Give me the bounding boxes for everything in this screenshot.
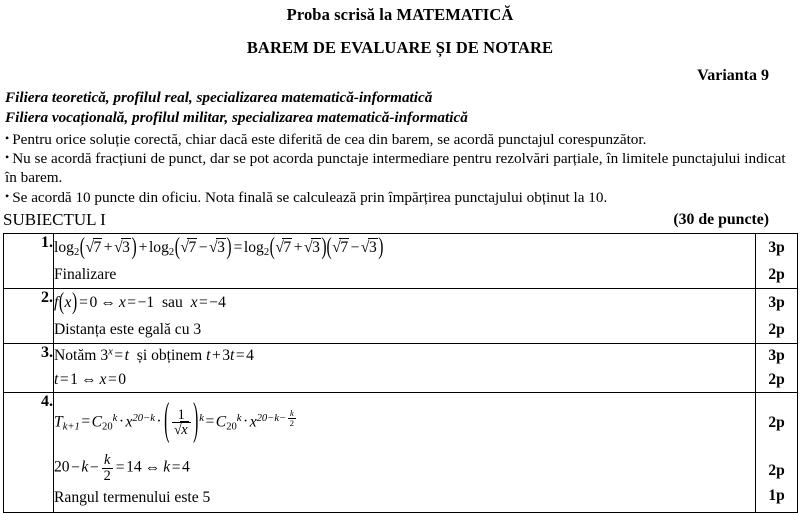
row-points xyxy=(756,344,798,393)
solution-line xyxy=(54,289,755,316)
subject-points: (30 de puncte) xyxy=(673,211,769,229)
solution-line xyxy=(54,316,755,343)
points-value: 1p xyxy=(768,487,785,505)
math-expression: 20−k− $\frac{k}{2}$ =14 ⇔ k=4 xyxy=(54,452,190,484)
row-number: 4. xyxy=(4,393,54,513)
note-item xyxy=(5,130,800,149)
solution-text: Finalizare xyxy=(54,265,117,283)
bullet-icon: • xyxy=(5,189,10,204)
points-value: 2p xyxy=(768,414,785,432)
variant-label: Varianta 9 xyxy=(697,67,769,84)
solution-line xyxy=(54,484,755,512)
row-number: 3. xyxy=(4,344,54,393)
page-title: Proba scrisă la MATEMATICĂ xyxy=(286,5,514,24)
grading-notes xyxy=(0,128,800,208)
solution-line xyxy=(54,452,755,484)
solution-line xyxy=(54,261,755,288)
bullet-icon: • xyxy=(5,150,10,165)
grading-table xyxy=(3,233,798,513)
note-text: Se acordă 10 puncte din oficiu. Nota finală se calculează prin împărțirea punctajului obținut la 10. xyxy=(12,188,608,206)
table-row xyxy=(4,289,798,344)
points-value: 3p xyxy=(768,347,785,365)
solution-line xyxy=(54,344,755,368)
row-points xyxy=(756,234,798,289)
row-number: 1. xyxy=(4,234,54,289)
math-expression: f(x) =0 ⇔ x=−1 sau x=−4 xyxy=(54,288,226,316)
points-value: 2p xyxy=(768,266,785,284)
solution-line xyxy=(54,368,755,392)
note-item xyxy=(5,188,800,207)
note-item xyxy=(5,149,800,188)
filiera-line-2: Filiera vocațională, profilul militar, specializarea matematică-informatică xyxy=(5,108,468,126)
note-text: Nu se acordă fracțiuni de punct, dar se pot acorda punctaje intermediare pentru rezolvări parțiale, în limitele punctajului indicat în barem. xyxy=(5,149,786,187)
math-expression: t=1 ⇔ x=0 xyxy=(54,371,127,389)
subject-label: SUBIECTUL I xyxy=(3,210,106,230)
table-row xyxy=(4,234,798,289)
row-points xyxy=(756,289,798,344)
subject-header xyxy=(0,207,800,232)
note-text: Pentru orice soluție corectă, chiar dacă este diferită de cea din barem, se acordă punctajul corespunzător. xyxy=(12,130,647,148)
page-subtitle: BAREM DE EVALUARE ȘI DE NOTARE xyxy=(246,37,554,57)
solution-line xyxy=(54,234,755,261)
row-content xyxy=(54,344,756,393)
math-expression: Notăm $3^x=t$ și obținem t+3t=4 xyxy=(54,346,254,365)
solution-text: Rangul termenului este 5 xyxy=(54,489,211,507)
points-value: 3p xyxy=(768,239,785,257)
solution-line xyxy=(54,393,755,452)
table-row xyxy=(4,344,798,393)
points-value: 2p xyxy=(768,321,785,339)
filiera-line-1: Filiera teoretică, profilul real, specializarea matematică-informatică xyxy=(5,89,433,106)
solution-text: Distanța este egală cu 3 xyxy=(54,320,202,338)
bullet-icon: • xyxy=(5,131,10,145)
points-value: 3p xyxy=(768,294,785,312)
row-number: 2. xyxy=(4,289,54,344)
math-expression: $\log_2(√7 +√3) +\log_2(√7 -√3) =\log_2(√7 +√3)(√7 -√3)$ xyxy=(54,233,384,261)
filiera-block xyxy=(0,85,800,128)
math-expression: $T_{k+1}=C_{20}^k\cdot x^{20-k}\cdot$ ( $\frac{1}{√x}$ )$^k=C_{20}^k\cdot x^{20-k- \frac{k}{2}}$ xyxy=(54,396,294,446)
row-content xyxy=(54,289,756,344)
points-value: 2p xyxy=(768,371,785,389)
points-value: 2p xyxy=(768,462,785,480)
row-content xyxy=(54,234,756,289)
